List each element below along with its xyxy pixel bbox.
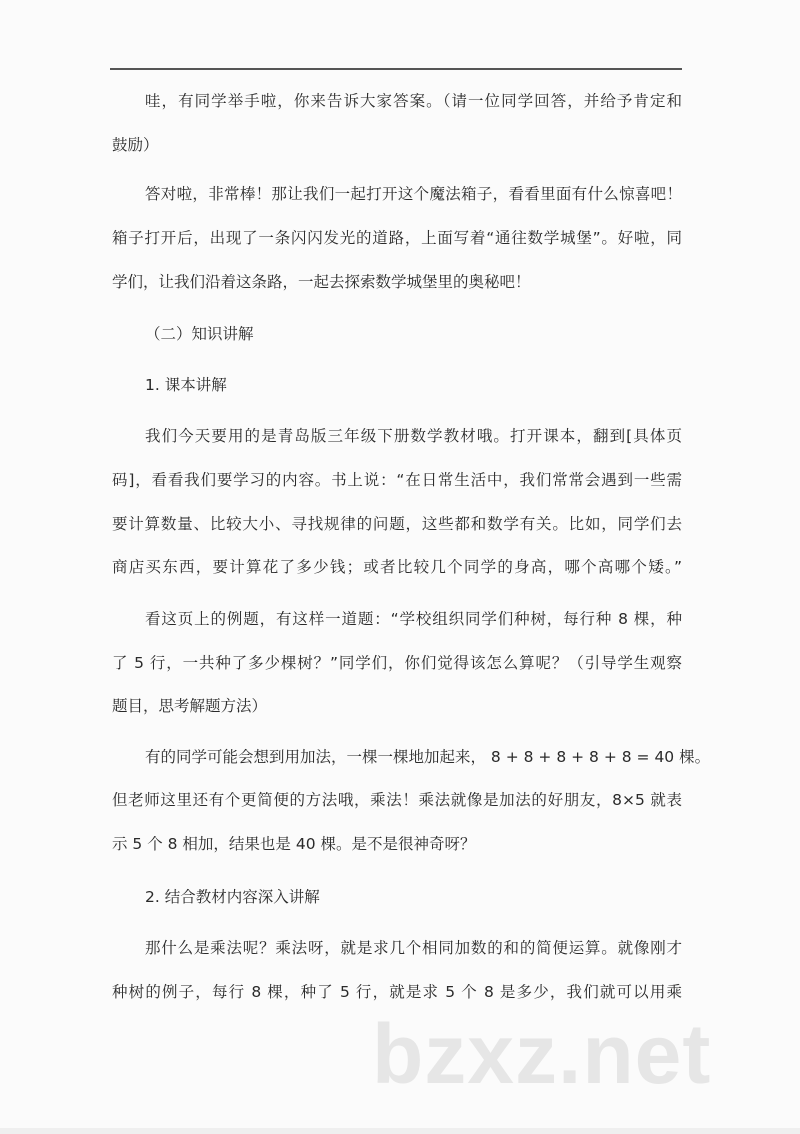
text-line: 了 5 行，一共种了多少棵树？”同学们，你们觉得该怎么算呢？（引导学生观察	[112, 654, 682, 672]
text-line: 那什么是乘法呢？乘法呀，就是求几个相同加数的和的简便运算。就像刚才	[145, 939, 682, 957]
text-line: 题目，思考解题方法）	[112, 697, 268, 715]
text-line: 我们今天要用的是青岛版三年级下册数学教材哦。打开课本，翻到[具体页	[145, 427, 682, 445]
subsection-heading: 2. 结合教材内容深入讲解	[145, 888, 320, 906]
text-line: 鼓励）	[112, 136, 159, 154]
text-line: 有的同学可能会想到用加法，一棵一棵地加起来， 8 + 8 + 8 + 8 + 8 = 40 棵。	[145, 748, 711, 766]
header-rule	[110, 68, 682, 70]
text-line: 商店买东西，要计算花了多少钱；或者比较几个同学的身高，哪个高哪个矮。”	[112, 558, 682, 576]
watermark: bzxz.net	[372, 1007, 712, 1101]
text-line: 种树的例子，每行 8 棵，种了 5 行，就是求 5 个 8 是多少，我们就可以用乘	[112, 983, 682, 1001]
text-line: 码]，看看我们要学习的内容。书上说：“在日常生活中，我们常常会遇到一些需	[112, 471, 682, 489]
section-heading: （二）知识讲解	[145, 325, 254, 343]
text-line: 看这页上的例题，有这样一道题：“学校组织同学们种树，每行种 8 棵，种	[145, 610, 682, 628]
text-line: 要计算数量、比较大小、寻找规律的问题，这些都和数学有关。比如，同学们去	[112, 515, 682, 533]
text-line: 但老师这里还有个更简便的方法哦，乘法！乘法就像是加法的好朋友，8×5 就表	[112, 791, 682, 809]
text-line: 学们，让我们沿着这条路，一起去探索数学城堡里的奥秘吧！	[112, 273, 531, 291]
text-line: 答对啦，非常棒！那让我们一起打开这个魔法箱子，看看里面有什么惊喜吧！	[145, 185, 682, 203]
page-edge	[0, 1128, 800, 1134]
text-line: 示 5 个 8 相加，结果也是 40 棵。是不是很神奇呀？	[112, 835, 476, 853]
subsection-heading: 1. 课本讲解	[145, 376, 227, 394]
text-line: 哇，有同学举手啦，你来告诉大家答案。（请一位同学回答，并给予肯定和	[145, 92, 682, 110]
text-line: 箱子打开后，出现了一条闪闪发光的道路，上面写着“通往数学城堡”。好啦，同	[112, 229, 682, 247]
